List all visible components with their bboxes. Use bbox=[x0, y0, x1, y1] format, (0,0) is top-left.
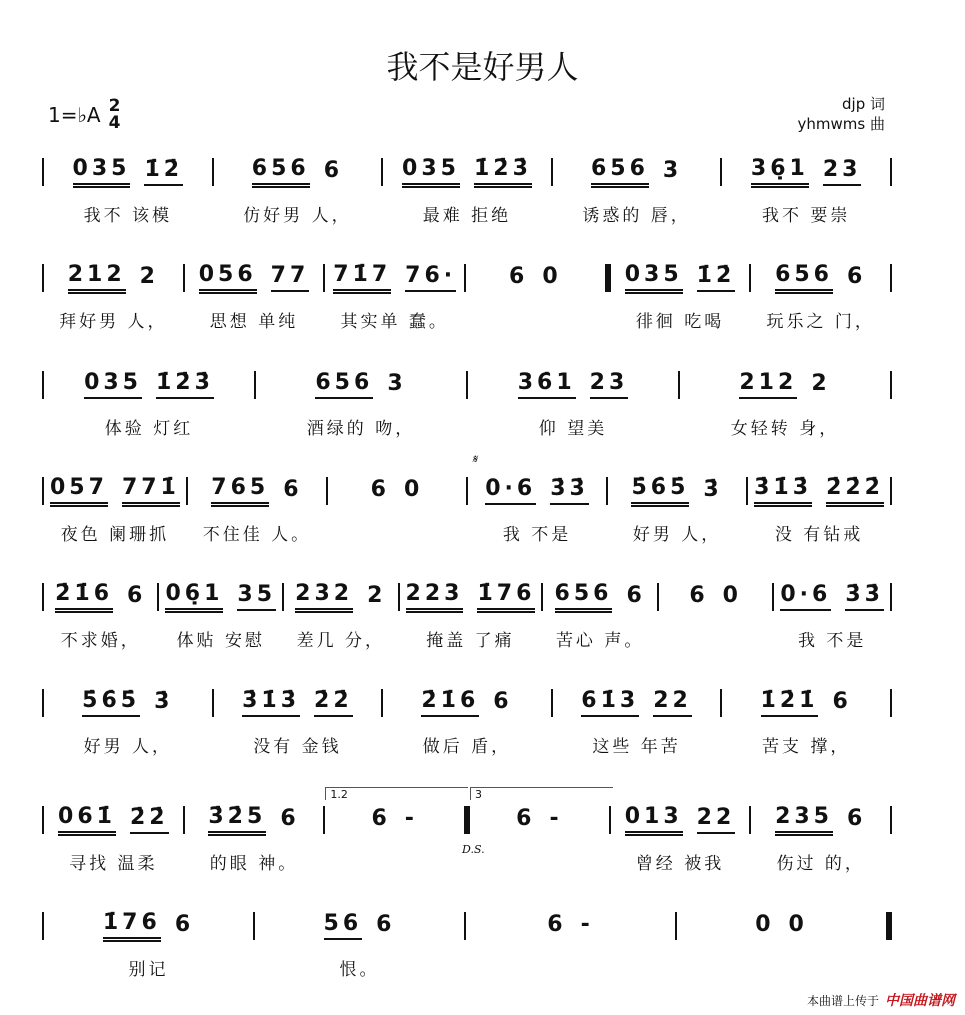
note-group: 6 bbox=[376, 912, 396, 937]
lyric: 恨。 bbox=[339, 960, 380, 980]
notes bbox=[686, 368, 884, 402]
score-row bbox=[42, 909, 892, 979]
note-group: 6 bbox=[626, 583, 646, 608]
notes bbox=[780, 580, 884, 614]
score-row bbox=[42, 155, 892, 225]
notes bbox=[614, 474, 740, 508]
lyric: 我不 要崇 bbox=[761, 206, 851, 226]
time-bottom: 4 bbox=[108, 113, 121, 133]
note-group: 6 bbox=[509, 264, 529, 289]
note-group: 2 bbox=[139, 264, 159, 289]
note-group: 61̇3 bbox=[581, 689, 639, 717]
measure bbox=[553, 155, 721, 225]
note-group: 6 bbox=[371, 806, 391, 831]
lyric: 仿好男 人， bbox=[243, 206, 352, 226]
note-group: 6 bbox=[832, 689, 852, 714]
site-logo[interactable]: 中国曲谱网 bbox=[885, 993, 955, 1009]
segno-icon: 𝄋 bbox=[472, 452, 478, 466]
note-group: 56 bbox=[324, 912, 363, 940]
note-group: 71̇7 bbox=[333, 263, 391, 294]
lyric: 寻找 温柔 bbox=[69, 854, 158, 874]
lyric: 的眼 神。 bbox=[209, 854, 299, 874]
lyric: 曾经 被我 bbox=[635, 854, 725, 874]
volta-bracket: 1.2 bbox=[325, 787, 468, 800]
measure bbox=[751, 803, 890, 873]
notes bbox=[50, 909, 247, 943]
lyric: 玩乐之 门， bbox=[766, 312, 875, 332]
notes bbox=[194, 474, 320, 508]
lyric: 没有 金钱 bbox=[253, 737, 342, 757]
note-group: 0 bbox=[542, 264, 562, 289]
lyric bbox=[665, 626, 766, 650]
measure bbox=[468, 452, 606, 545]
note-group: 771̇ bbox=[122, 476, 180, 507]
lyric: 差几 分， bbox=[296, 631, 385, 651]
key-signature bbox=[48, 98, 120, 132]
note-group: 6 bbox=[280, 806, 300, 831]
notes bbox=[472, 909, 669, 943]
lyric: 好男 人， bbox=[632, 525, 722, 545]
measure bbox=[468, 368, 678, 438]
notes bbox=[50, 368, 248, 402]
notes bbox=[261, 909, 458, 943]
note-group: 6 bbox=[516, 806, 536, 831]
notes bbox=[220, 155, 376, 189]
notes bbox=[406, 580, 536, 614]
note-group: 2̇2̇2̇ bbox=[826, 476, 884, 507]
notes bbox=[50, 261, 177, 295]
note-group: 1̇2̇ bbox=[697, 264, 736, 292]
notes bbox=[683, 909, 880, 943]
notes bbox=[191, 261, 318, 295]
notes bbox=[559, 155, 715, 189]
note-group: 0 bbox=[722, 583, 742, 608]
note-group: 035 bbox=[73, 157, 131, 188]
notes bbox=[220, 686, 376, 720]
lyric: 拜好男 人， bbox=[59, 312, 168, 332]
lyric: 思想 单纯 bbox=[209, 312, 299, 332]
note-group: 235 bbox=[775, 805, 833, 836]
lyric: 这些 年苦 bbox=[592, 737, 681, 757]
bar-barline bbox=[890, 583, 892, 611]
notes bbox=[290, 580, 391, 614]
note-group: 77 bbox=[271, 264, 310, 292]
note-group: 656 bbox=[315, 371, 373, 399]
note-group: 035 bbox=[625, 263, 683, 294]
note-group: 223 bbox=[406, 582, 464, 613]
measure bbox=[677, 909, 886, 979]
lyric: 伤过 的， bbox=[776, 854, 865, 874]
measure bbox=[659, 580, 772, 650]
note-group: 23 bbox=[590, 371, 629, 399]
time-signature bbox=[109, 98, 121, 132]
measure bbox=[44, 909, 253, 979]
lyric bbox=[472, 955, 669, 979]
measure bbox=[185, 803, 324, 873]
lyricist: djp 词 bbox=[842, 95, 885, 113]
note-group: 1̇76 bbox=[103, 911, 161, 942]
lyric: 酒绿的 吻， bbox=[306, 419, 416, 439]
lyric: 我 不是 bbox=[502, 525, 572, 545]
note-group: 6 bbox=[847, 806, 867, 831]
note-group: 3̇2̇5 bbox=[208, 805, 266, 836]
note-group: 2 bbox=[811, 371, 831, 396]
note-group: - bbox=[580, 912, 594, 937]
measure bbox=[748, 474, 890, 544]
lyric: 体贴 安慰 bbox=[176, 631, 265, 651]
lyric: 我 不是 bbox=[797, 631, 867, 651]
lyric bbox=[683, 955, 880, 979]
measure bbox=[400, 580, 542, 650]
measure bbox=[188, 474, 326, 544]
note-group: 3̇3̇ bbox=[845, 583, 884, 611]
notes bbox=[549, 580, 650, 614]
measure bbox=[44, 474, 186, 544]
notes bbox=[50, 155, 206, 189]
lyric bbox=[476, 849, 603, 873]
notes bbox=[50, 580, 151, 614]
notes bbox=[334, 474, 460, 508]
measure bbox=[284, 580, 397, 650]
note-group: 656 bbox=[591, 157, 649, 188]
notes bbox=[665, 580, 766, 614]
note-group: 6 bbox=[174, 912, 195, 937]
note-group: 3̇ bbox=[154, 689, 174, 714]
measure bbox=[214, 155, 382, 225]
score-row bbox=[42, 261, 892, 331]
note-group: 3̇ bbox=[703, 477, 723, 502]
note-group: 2 bbox=[367, 583, 387, 608]
note-group: 06̣1 bbox=[165, 582, 223, 613]
lyric bbox=[472, 307, 599, 331]
note-group: 6 bbox=[370, 477, 390, 502]
lyric: 徘徊 吃喝 bbox=[635, 312, 725, 332]
footer bbox=[807, 990, 955, 1010]
measure bbox=[722, 155, 890, 225]
page-title: 我不是好男人 bbox=[386, 48, 579, 86]
key: 1=♭A bbox=[48, 103, 101, 127]
notes bbox=[389, 686, 545, 720]
note-group: 76· bbox=[405, 264, 456, 292]
score-row bbox=[42, 686, 892, 756]
measure bbox=[466, 909, 675, 979]
measure bbox=[462, 788, 609, 873]
bar-barline bbox=[890, 477, 892, 505]
score-row bbox=[42, 452, 892, 545]
note-group: 22 bbox=[653, 689, 692, 717]
measure bbox=[611, 261, 750, 331]
note-group: 6 bbox=[847, 264, 867, 289]
lyric: 不住佳 人。 bbox=[202, 525, 312, 545]
note-group: - bbox=[549, 806, 563, 831]
bar-barline bbox=[890, 689, 892, 717]
notes bbox=[165, 580, 276, 614]
notes bbox=[617, 803, 744, 837]
note-group: 5̇6̇5̇ bbox=[82, 689, 140, 717]
note-group: 6 bbox=[323, 158, 344, 183]
note-group: 2̇2̇ bbox=[130, 806, 169, 834]
measure bbox=[44, 368, 254, 438]
note-group: 23 bbox=[823, 158, 862, 186]
note-group: 1̇76 bbox=[477, 582, 535, 613]
note-group: 765 bbox=[211, 476, 269, 507]
footer-text: 本曲谱上传于 bbox=[806, 993, 879, 1008]
measure bbox=[44, 686, 212, 756]
note-group: 36̣1 bbox=[751, 157, 809, 188]
lyric: 其实单 蠢。 bbox=[340, 312, 449, 332]
note-group: 3̇1̇3̇ bbox=[242, 689, 300, 717]
lyric: 苦心 声。 bbox=[555, 631, 645, 651]
composer: yhmwms 曲 bbox=[797, 115, 885, 133]
note-group: 1̇2̇3̇ bbox=[474, 157, 532, 188]
final-barline bbox=[886, 912, 892, 940]
measure bbox=[383, 686, 551, 756]
note-group: 656 bbox=[775, 263, 833, 294]
note-group: 0 bbox=[755, 912, 775, 937]
notes bbox=[617, 261, 744, 295]
measure bbox=[383, 155, 551, 225]
notes bbox=[331, 803, 458, 837]
notes bbox=[754, 474, 884, 508]
note-group: 36̇1 bbox=[518, 371, 576, 399]
bar-barline bbox=[890, 371, 892, 399]
note-group: 5̇6̇5̇ bbox=[631, 476, 689, 507]
lyric: 体验 灯红 bbox=[104, 419, 194, 439]
lyric: 别记 bbox=[128, 960, 169, 980]
measure bbox=[44, 155, 212, 225]
bar-barline bbox=[890, 806, 892, 834]
note-group: 1̇2̇3̇ bbox=[156, 371, 214, 399]
measure bbox=[722, 686, 890, 756]
bar-barline bbox=[890, 158, 892, 186]
notes bbox=[472, 261, 599, 295]
note-group: 0·6 bbox=[780, 583, 831, 611]
note-group: 22 bbox=[697, 806, 736, 834]
note-group: 3̇3̇ bbox=[550, 477, 589, 505]
measure bbox=[751, 261, 890, 331]
measure bbox=[325, 788, 464, 873]
lyric: 苦支 撑， bbox=[761, 737, 851, 757]
lyric: 仰 望美 bbox=[538, 419, 608, 439]
credits bbox=[798, 94, 885, 134]
lyric: 好男 人， bbox=[83, 737, 172, 757]
note-group: 013 bbox=[625, 805, 683, 836]
note-group: 6 bbox=[283, 477, 303, 502]
note-group: 061̇ bbox=[58, 805, 116, 836]
notes bbox=[757, 803, 884, 837]
bar-barline bbox=[890, 264, 892, 292]
notes bbox=[389, 155, 545, 189]
dal-segno-mark: D.S. bbox=[462, 843, 485, 856]
volta-bracket: 3 bbox=[470, 787, 613, 800]
notes bbox=[474, 368, 672, 402]
measure bbox=[774, 580, 890, 650]
measure bbox=[44, 580, 157, 650]
note-group: 3 bbox=[662, 158, 683, 183]
measure bbox=[159, 580, 282, 650]
lyric bbox=[334, 520, 460, 544]
note-group: 0·6 bbox=[485, 477, 536, 505]
lyric: 没 有钻戒 bbox=[774, 525, 864, 545]
note-group: 6 bbox=[547, 912, 567, 937]
notes bbox=[50, 686, 206, 720]
lyric: 不求婚， bbox=[60, 631, 141, 651]
lyric: 诱惑的 唇， bbox=[582, 206, 691, 226]
score-row bbox=[42, 580, 892, 650]
measure bbox=[214, 686, 382, 756]
lyric: 掩盖 了痛 bbox=[426, 631, 515, 651]
note-group: 035 bbox=[84, 371, 142, 399]
score-row bbox=[42, 788, 892, 874]
note-group: 0 bbox=[788, 912, 808, 937]
note-group: 2̇1̇6 bbox=[421, 689, 479, 717]
note-group: 056 bbox=[199, 263, 257, 294]
note-group: 0 bbox=[403, 477, 424, 502]
measure bbox=[44, 803, 183, 873]
note-group: 35 bbox=[237, 583, 276, 611]
notes bbox=[559, 686, 715, 720]
measure bbox=[553, 686, 721, 756]
measure bbox=[255, 909, 464, 979]
notes bbox=[191, 803, 318, 837]
note-group: 6 bbox=[493, 689, 513, 714]
measure bbox=[543, 580, 656, 650]
note-group: 6 bbox=[689, 583, 709, 608]
measure bbox=[680, 368, 890, 438]
note-group: 232 bbox=[295, 582, 353, 613]
note-group: 6 bbox=[127, 583, 147, 608]
note-group: 2̇2̇ bbox=[314, 689, 353, 717]
lyric: 做后 盾， bbox=[422, 737, 512, 757]
note-group: 1̇2̇1̇ bbox=[761, 689, 819, 717]
notes bbox=[50, 474, 180, 508]
measure bbox=[611, 803, 750, 873]
note-group: 212 bbox=[68, 263, 126, 294]
score-row bbox=[42, 368, 892, 438]
measure bbox=[325, 261, 464, 331]
notes bbox=[476, 803, 603, 837]
note-group: 057 bbox=[50, 476, 108, 507]
lyric: 我不 该模 bbox=[83, 206, 172, 226]
note-group: 3 bbox=[387, 371, 407, 396]
notes bbox=[728, 686, 884, 720]
note-group: 1̇2̇ bbox=[144, 158, 183, 186]
measure bbox=[608, 474, 746, 544]
measure bbox=[466, 261, 605, 331]
measure bbox=[44, 261, 183, 331]
note-group: 656 bbox=[555, 582, 613, 613]
note-group: 212 bbox=[739, 371, 797, 399]
note-group: 035 bbox=[402, 157, 460, 188]
measure bbox=[328, 474, 466, 544]
notes bbox=[331, 261, 458, 295]
measure bbox=[256, 368, 466, 438]
lyric: 女轻转 身， bbox=[730, 419, 840, 439]
notes bbox=[757, 261, 884, 295]
measure bbox=[185, 261, 324, 331]
note-group: 3̇1̇3̇ bbox=[754, 476, 812, 507]
time-top: 2 bbox=[108, 96, 121, 116]
note-group: - bbox=[404, 806, 418, 831]
notes bbox=[728, 155, 884, 189]
note-group: 656 bbox=[252, 157, 310, 188]
lyric bbox=[331, 849, 458, 873]
lyric: 最难 拒绝 bbox=[422, 206, 512, 226]
notes bbox=[50, 803, 177, 837]
notes bbox=[262, 368, 460, 402]
note-group: 2̇1̇6 bbox=[55, 582, 113, 613]
notes bbox=[474, 474, 600, 508]
lyric: 夜色 阑珊抓 bbox=[60, 525, 170, 545]
